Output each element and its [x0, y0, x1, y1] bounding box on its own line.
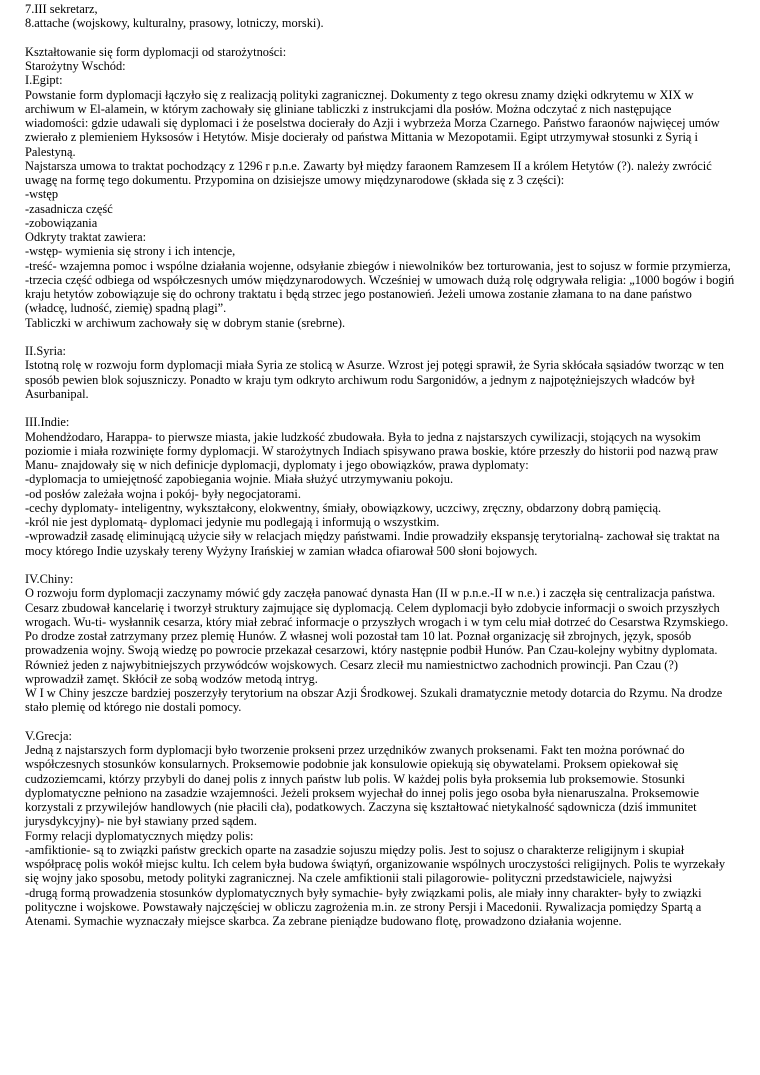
- paragraph: Odkryty traktat zawiera:: [25, 230, 147, 244]
- list-item: -wprowadził zasadę eliminującą użycie siły w relacjach między państwami. Indie prowadziły ekspansję terytorialną- zachował się traktat na mocy którego Indie uzyskały tereny Wyżyny Irańskiej w zamian władca ofiarował 500 słoni bojowych.: [25, 529, 720, 558]
- list-item: -zobowiązania: [25, 215, 98, 230]
- list-item: -od posłów zależała wojna i pokój- były negocjatorami.: [25, 486, 301, 501]
- intro-line: 8.attache (wojskowy, kulturalny, prasowy, lotniczy, morski).: [25, 16, 324, 31]
- section-title: I.Egipt:: [25, 73, 63, 88]
- list-item: -król nie jest dyplomatą- dyplomaci jedynie mu podlegają i informują o wszystkim.: [25, 515, 440, 529]
- list-item: -wstęp: [25, 187, 59, 202]
- paragraph: Najstarsza umowa to traktat pochodzący z 1296 r p.n.e. Zawarty był między faraonem Ramzesem II a królem Hetytów (?). należy zwrócić uwagę na formę tego dokumentu. Przypomina on dzisiejsze umowy międzynarodowe (składa się z 3 części):: [25, 158, 712, 187]
- list-item: -zasadnicza część: [25, 201, 113, 216]
- list-item: -amfiktionie- są to związki państw greckich oparte na zasadzie sojuszu między polis. Jest to sojusz o charakterze religijnym i skupiał współpracę polis wokół miejsc kultu. Ich celem była budowa świątyń, organizowanie wspólnych uroczystości religijnych. Polis te wyrzekały się wojny jako sposobu, metody polityki zagranicznej. Na czele amfiktionii stali pilagorowie- polityczni przedstawiciele, najwyżsi: [25, 842, 726, 886]
- paragraph: Jedną z najstarszych form dyplomacji było tworzenie prokseni przez urzędników zwanych proksenami. Fakt ten można porównać do współczesnych stosunków konsularnych. Proksemowie podobnie jak konsulowie opiekują się obywatelami. Proksem opiekował się cudzoziemcami, którzy przybyli do danej polis z innych państw lub polis. W każdej polis była proksemia lub proksemowie. Stosunki dyplomatyczne pełniono na zasadzie wzajemności. Jeżeli proksem wyjechał do innej polis jego osoba była nienaruszalna. Proksemowie korzystali z przywilejów handlowych (nie płacili cła), podatkowych. Zaczyna się kształtować nietykalność sądownicza (dziś immunitet jurysdykcyjny)- nie był stawiany przed sądem.: [25, 743, 700, 829]
- section-title: IV.Chiny:: [25, 572, 74, 586]
- section-title: III.Indie:: [25, 415, 70, 430]
- paragraph: W I w Chiny jeszcze bardziej poszerzyły terytorium na obszar Azji Środkowej. Szukali dramatycznie metody dotarcia do Rzymu. Na drodze stało plemię od którego nie dostali pomocy.: [25, 686, 723, 715]
- paragraph: O rozwoju form dyplomacji zaczynamy mówić gdy zaczęła panować dynasta Han (II w p.n.e.-II w n.e.) i zaczęła się centralizacja państwa. Cesarz zbudował kancelarię i tworzył struktury zajmujące się dyplomacją. Celem dyplomacji było zdobycie informacji o swoich przyszłych wrogach. Wu-ti- wysłannik cesarza, który miał zebrać informacje o przyszłych wrogach i w tym celu miał dotrzeć do Cesarstwa Rzymskiego. Po drodze został zatrzymany przez plemię Hunów. Z własnej woli pozostał tam 10 lat. Poznał organizację sił zbrojnych, język, sposób prowadzenia wojny. Swoją wiedzę po powrocie przekazał cesarzowi, który następnie podbił Hunów. Pan Czau-kolejny wybitny dyplomata. Również jeden z najwybitniejszych przywódców wojskowych. Cesarz zlecił mu namiestnictwo zachodnich prowincji. Pan Czau (?) wprowadził zamęt. Skłócił ze sobą wodzów metodą intryg.: [25, 586, 729, 686]
- paragraph: Istotną rolę w rozwoju form dyplomacji miała Syria ze stolicą w Asurze. Wzrost jej potęgi sprawił, że Syria skłócała sąsiadów tworząc w ten sposób pewien blok sojuszniczy. Ponadto w kraju tym odkryto archiwum rodu Sargonidów, a jednym z najpotężniejszych władców był Asurbanipal.: [25, 358, 724, 401]
- list-item: -drugą formą prowadzenia stosunków dyplomatycznych były symachie- były związkami polis, ale miały inny charakter- były to związki polityczne i wojskowe. Powstawały najczęściej w obliczu zagrożenia m.in. ze strony Persji i Macedonii. Rywalizacja pomiędzy Spartą a Atenami. Symachie wyznaczały miejsce skarbca. Za zebrane pieniądze budowano flotę, prowadzono działania wojenne.: [25, 885, 702, 928]
- list-item: -dyplomacja to umiejętność zapobiegania wojnie. Miała służyć utrzymywaniu pokoju.: [25, 472, 454, 487]
- paragraph: Formy relacji dyplomatycznych między polis:: [25, 828, 254, 843]
- paragraph: Powstanie form dyplomacji łączyło się z realizacją polityki zagranicznej. Dokumenty z tego okresu znamy dzięki odkrytemu w XIX w archiwum w El-alamein, w którym zachowały się gliniane tabliczki z instrukcjami dla posłów. Można odczytać z nich następujące wiadomości: gdzie udawali się dyplomaci i że poselstwa docierały do Azji i wybrzeża Morza Czarnego. Państwo faraonów najwięcej umów zwierało z plemieniem Hyksosów i Hetytów. Misje docierały od państwa Mittania w Mezopotamii. Egipt utrzymywał stosunki z Syrią i Palestyną.: [25, 87, 720, 159]
- intro-line: 7.III sekretarz,: [25, 2, 98, 16]
- list-item: -wstęp- wymienia się strony i ich intencje,: [25, 244, 236, 259]
- paragraph-gap: [25, 401, 737, 415]
- subheading: Starożytny Wschód:: [25, 59, 126, 73]
- paragraph-gap: [25, 715, 737, 729]
- list-item: -cechy dyplomaty- inteligentny, wykształcony, elokwentny, śmiały, obowiązkowy, uczciwy, zręczny, obdarzony dobrą pamięcią.: [25, 500, 662, 515]
- section-title: II.Syria:: [25, 344, 66, 358]
- document-page: [25, 2, 737, 928]
- paragraph: Mohendżodaro, Harappa- to pierwsze miasta, jakie ludzkość zbudowała. Była to jedna z najstarszych cywilizacji, stojących na wysokim poziomie i miała rozwinięte formy dyplomacji. W starożytnych Indiach spisywano prawa boskie, które przeszły do historii pod nazwą praw Manu- znajdowały się w nich definicje dyplomacji, dyplomaty i jego obowiązków, prawa dyplomaty:: [25, 429, 719, 472]
- paragraph: Tabliczki w archiwum zachowały się w dobrym stanie (srebrne).: [25, 315, 346, 330]
- section-title: V.Grecja:: [25, 728, 72, 743]
- list-item: -trzecia część odbiega od współczesnych umów międzynarodowych. Wcześniej w umowach dużą rolę odgrywała religia: „1000 bogów i bogiń kraju hetytów zobowiązuje się do ochrony traktatu i będą strzec jego postanowień. Jeżeli umowa zostanie złamana to na dane państwo (władcę, ludność, ziemię) spadną plagi”.: [25, 272, 735, 316]
- list-item: -treść- wzajemna pomoc i wspólne działania wojenne, odsyłanie zbiegów i niewolników bez torturowania, jest to sojusz w formie przymierza,: [25, 258, 731, 273]
- paragraph-gap: [25, 31, 737, 45]
- main-heading: Kształtowanie się form dyplomacji od starożytności:: [25, 44, 287, 59]
- paragraph-gap: [25, 558, 737, 572]
- paragraph-gap: [25, 330, 737, 344]
